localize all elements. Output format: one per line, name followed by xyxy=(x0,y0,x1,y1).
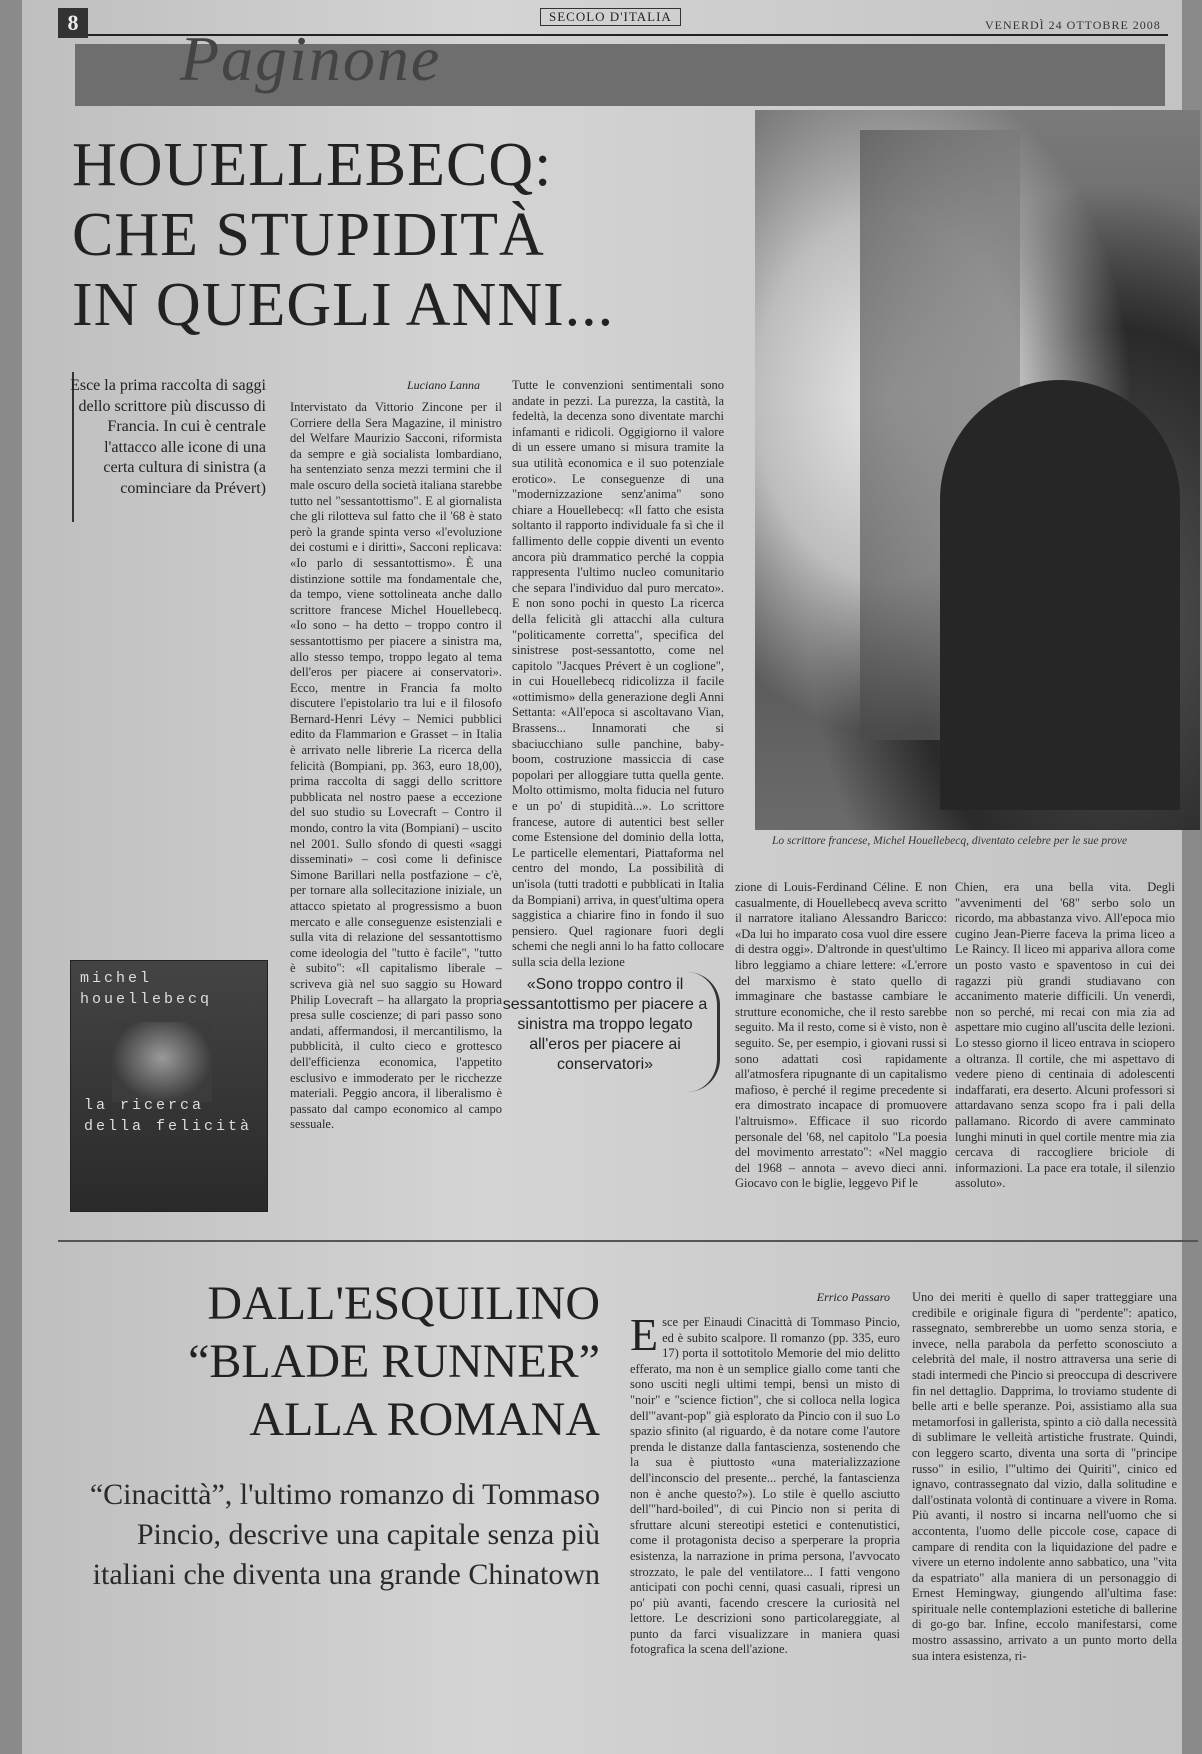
article1-headline xyxy=(72,130,732,340)
article2-byline: Errico Passaro xyxy=(816,1290,890,1304)
headline-line: DALL'ESQUILINO xyxy=(207,1277,600,1330)
article1-column-4: Chien, era una bella vita. Degli "avvenimenti del '68" serbo solo un ricordo, ma abbastanza vivo. All'epoca mio cugino Jean-Pierre faceva la prima liceo a Le Raincy. Il liceo mi appariva allora come un posto vasto e spaventoso in cui dei ragazzi più grandi studiavano con accanimento materie difficili. Un venerdì, non so perché, mi recai con mia zia ad aspettare mio cugino all'uscita delle lezioni. Lo stesso giorno il liceo entrava in sciopero a oltranza. Il cortile, che mi aspettavo di vedere pieno di centinaia di adolescenti indaffarati, era deserto. Alcuni professori si attardavano senza scopo fra i pali della pallamano. Ricordo di avere camminato lunghi minuti in quel cortile mentre mia zia cercava di raccogliere briciole di informazioni. La pace era totale, il silenzio assoluto». xyxy=(955,880,1175,1191)
book-cover-title: la ricerca della felicità xyxy=(84,1097,253,1135)
article2-headline xyxy=(120,1275,600,1449)
article1-column-2: Tutte le convenzioni sentimentali sono andate in pezzi. La purezza, la castità, la fedeltà, la decenza sono diventate marchi infamanti e ridicoli. Oggigiorno il valore di un essere umano si misura tramite la sua utilità economica e il suo potenziale erotico». Le conseguenze di una "modernizzazione senz'anima" sono chiare a Houellebecq: «Il fatto che esista soltanto il rapporto individuale fa sì che il fallimento delle coppie diventi un evento ancora più drammatico perché la coppia rappresenta l'ultimo nucleo comunitario che separa l'individuo dal puro mercato». E non sono pochi in questo La ricerca della felicità gli attacchi alla cultura "politicamente corretta", specifica del sinistrese post-sessantotto, come nel capitolo "Jacques Prévert è un coglione", in cui Houellebecq ridicolizza il facile «ottimismo» della generazione degli Anni Settanta: «All'epoca si ascoltavano Vian, Brassens... Innamorati che si sbaciucchiano sulle panchine, baby-boom, costruzione massiccia di case popolari per alloggiare tutta quella gente. Molto ottimismo, molta fiducia nel futuro e un po' di stupidità...». Lo scrittore francese, autore di autentici best seller come Estensione del dominio della lotta, Le particelle elementari, Piattaforma nel centro del mondo, La possibilità di un'isola (tutti tradotti e pubblicati in Italia da Bompiani) arriva, in quest'ultima opera saggistica a chiarire fino in fondo il suo pensiero. Quel ragionare fuori degli schemi che negli anni lo ha fatto collocare sulla scia della lezione xyxy=(512,378,724,969)
pull-quote: «Sono troppo contro il sessantottismo per piacere a sinistra ma troppo legato all'eros per piacere ai conservatori» xyxy=(502,976,708,1073)
headline-line: “BLADE RUNNER” xyxy=(188,1335,600,1388)
photo-figure-silhouette xyxy=(940,380,1180,810)
article1-byline: Luciano Lanna xyxy=(406,378,480,392)
article2-deck: “Cinacittà”, l'ultimo romanzo di Tommaso Pincio, descrive una capitale senza più italiani che diventa una grande Chinatown xyxy=(89,1478,600,1591)
issue-date: VENERDÌ 24 OTTOBRE 2008 xyxy=(985,18,1161,32)
article1-column-1: Intervistato da Vittorio Zincone per il Corriere della Sera Magazine, il ministro del Welfare Maurizio Sacconi, riformista da sempre e già socialista lombardiano, ha sentenziato senza mezzi termini che il male oscuro della società italiana starebbe tutto nel "sessantottismo". E al giornalista che gli rilotteva sul fatto che il '68 è stato però la grande spinta verso «l'evoluzione dei costumi e i diritti», Sacconi replicava: «Io parlo di sessantottismo». È una distinzione sottile ma fondamentale che, da tempo, viene sottolineata anche dallo scrittore francese Michel Houellebecq. «Io sono – ha detto – troppo contro il sessantottismo per piacere a sinistra ma, allo stesso tempo, troppo legato al tema dell'eros per piacere ai conservatori». Ecco, mentre in Francia fa molto discutere l'epistolario tra lui e il filosofo Bernard-Henri Lévy – Nemici pubblici edito da Flammarion e Grasset – in Italia è arrivato nelle librerie La ricerca della felicità (Bompiani, pp. 363, euro 18,00), prima raccolta di saggi dello scrittore pubblicata nel nostro paese a eccezione del suo studio su Lovecraft – Contro il mondo, contro la vita (Bompiani) – uscito nel 2001. Sullo sfondo di questi «saggi disseminati» – così come li definisce Simone Barillari nella postfazione – c'è, per tornare alla sollecitazione iniziale, un attacco spietato al progressismo a buon mercato e alle conseguenze esistenziali e sulla vita di relazione del sessantottismo come ideologia del "tutto è facile", "tutto è subito": «Il capitalismo liberale – scriveva già nel suo saggio su Howard Philip Lovecraft – ha allargato la propria presa sulle coscienze; di pari passo sono andati, affermandosi, il mercantilismo, la pubblicità, il culto cieco e grottesco dell'efficienza economica, l'appetito esclusivo e immoderato per le ricchezze materiali. Peggio ancora, il liberalismo è passato dal campo economico al campo sessuale. xyxy=(290,400,502,1132)
article1-deck: Esce la prima raccolta di saggi dello scrittore più discusso di Francia. In cui è centrale l'attacco alle icone di una certa cultura di sinistra (a cominciare da Prévert) xyxy=(70,377,266,497)
headline-line: CHE STUPIDITÀ xyxy=(72,201,545,269)
headline-line: IN QUEGLI ANNI... xyxy=(72,271,615,339)
section-title: Paginone xyxy=(180,23,442,94)
headline-line: ALLA ROMANA xyxy=(249,1393,600,1446)
article2-column-1-text: sce per Einaudi Cinacittà di Tommaso Pincio, ed è subito scalpore. Il romanzo (pp. 335, euro 17) porta il sottotitolo Memorie del mio delitto efferato, ma non è un semplice giallo come tanti che sono usciti negli ultimi tempi, bensì un misto di "noir" e "science fiction", che si colloca nella logica dell'"avant-pop" già esplorato da Pincio con il suo Lo spazio sfinito (al riguardo, è da notare come l'autore prenda le distanze dalla fantascienza, sostenendo che la sua è piuttosto «una materializzazione dell'inconscio del presente... perché, la fantascienza non è anche questo?»). Lo stile è quello asciutto dell'"hard-boiled", di cui Pincio non si perita di sfruttare alcuni stereotipi estetici e contenutistici, come il protagonista deciso a sperperare la propria esistenza, la narrazione in prima persona, l'avvocato strozzato, le pale del ventilatore... I fatti vengono anticipati con pochi cenni, quasi casuali, ripresi un po' più avanti, facendo crescere la curiosità nel lettore. Le descrizioni sono particolareggiate, al punto da farci visualizzare in maniera quasi fotografica la scena dell'azione. xyxy=(630,1315,900,1657)
article2-column-1 xyxy=(630,1309,900,1735)
newspaper-name: SECOLO D'ITALIA xyxy=(540,8,681,26)
headline-line: HOUELLEBECQ: xyxy=(72,131,553,199)
dropcap: E xyxy=(630,1309,659,1360)
article1-column-3: zione di Louis-Ferdinand Céline. E non casualmente, di Houellebecq aveva scritto il narratore italiano Alessandro Baricco: «Da lui ho imparato cosa vuol dire essere di destra oggi». D'altronde in quest'ultimo libro leggiamo a chiare lettere: «L'errore del marxismo è stato quello di immaginare che bastasse cambiare le strutture economiche, che il resto sarebbe seguito. Ma il resto, come si è visto, non è seguito. Se, per esempio, i giovani russi si sono adattati così rapidamente all'atmosfera ripugnante di un capitalismo mafioso, è perché il regime precedente si era dimostrato incapace di promuovere l'altruismo». Efficace il suo ricordo personale del '68, nel capitolo "La poesia del movimento arrestato": «Nel maggio del 1968 – annota – avevo dieci anni. Giocavo con le biglie, leggevo Pif le xyxy=(735,880,947,1191)
photo-caption: Lo scrittore francese, Michel Houellebecq, diventato celebre per le sue prove xyxy=(772,835,1128,847)
pull-quote-bracket xyxy=(687,972,720,1092)
article2-column-2: Uno dei meriti è quello di saper tratteggiare una credibile e originale figura di "perdente": apatico, rassegnato, sembrerebbe un uomo senza storia, e invece, nella parabola da perfetto sconosciuto a celebrità del male, il nostro attraversa una serie di stadi intermedi che Pincio si preoccupa di descrivere fin nel dettaglio. Dapprima, lo troviamo studente di belle arti e belle speranze. Poi, assistiamo alla sua metamorfosi in gallerista, spinto a ciò dalla necessità di sublimare le velleità artistiche frustrate. Quindi, con leggero scarto, diventa una sorta di "principe russo" in esilio, l'"ultimo dei Quiriti", cinico ed ignavo, contrassegnato dal vizio, dalla solitudine e dall'ostinata volontà di continuare a vivere in Roma. Più avanti, il nostro si incarna nell'uomo che si accontenta, l'uomo delle piccole cose, capace di campare di rendita con la liquidazione del padre e vivere un eterno indolente anno sabbatico, una "vita da espatriato" alla maniera di un personaggio di Ernest Hemingway, giungendo all'ultima fase: spirituale nelle contemplazioni estetiche di ballerine di go-go bar. Infine, eccolo manifestarsi, come mostro assassino, arrivato a un punto morto della sua intera esistenza, ri- xyxy=(912,1290,1177,1663)
book-cover-author: michel houellebecq xyxy=(80,970,213,1008)
page-number: 8 xyxy=(58,8,88,38)
book-cover-portrait xyxy=(112,1022,212,1102)
article-divider xyxy=(58,1240,1198,1242)
